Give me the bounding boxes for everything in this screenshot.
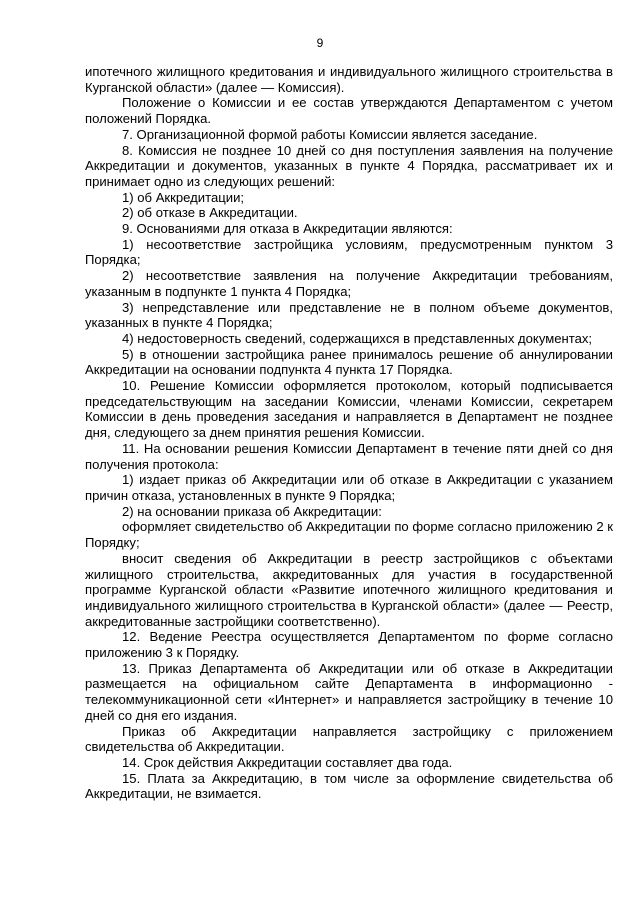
paragraph: Приказ об Аккредитации направляется застройщику с приложением свидетельства об Аккредитации.: [85, 723, 613, 755]
paragraph: Положение о Комиссии и ее состав утверждаются Департаментом с учетом положений Порядка.: [85, 95, 613, 127]
paragraph: 8. Комиссия не позднее 10 дней со дня поступления заявления на получение Аккредитации и документов, указанных в пункте 4 Порядка, рассматривает их и принимает одно из следующих решений:: [85, 142, 613, 189]
paragraph: 4) недостоверность сведений, содержащихся в представленных документах;: [122, 330, 593, 346]
paragraph: 1) несоответствие застройщика условиям, предусмотренным пунктом 3 Порядка;: [85, 236, 613, 268]
paragraph: 13. Приказ Департамента об Аккредитации или об отказе в Аккредитации размещается на официальном сайте Департамента в информационно - телекоммуникационной сети «Интернет» и направляется застройщику в течение 10 дней со дня его издания.: [85, 660, 613, 723]
paragraph: 3) непредставление или представление не в полном объеме документов, указанных в пункте 4 Порядка;: [85, 299, 613, 331]
paragraph: 2) несоответствие заявления на получение Аккредитации требованиям, указанным в подпункте 1 пункта 4 Порядка;: [85, 268, 613, 299]
paragraph: 12. Ведение Реестра осуществляется Департаментом по форме согласно приложению 3 к Порядку.: [85, 629, 613, 661]
paragraph: ипотечного жилищного кредитования и индивидуального жилищного строительства в Курганской области» (далее — Комиссия).: [85, 64, 613, 95]
paragraph: 1) об Аккредитации;: [122, 189, 245, 205]
paragraph: 2) об отказе в Аккредитации.: [122, 205, 298, 221]
paragraph: 15. Плата за Аккредитацию, в том числе за оформление свидетельства об Аккредитации, не взимается.: [85, 770, 613, 802]
paragraph: 11. На основании решения Комиссии Департамент в течение пяти дней со дня получения протокола:: [85, 440, 613, 472]
paragraph: 7. Организационной формой работы Комиссии является заседание.: [122, 126, 538, 142]
paragraph: 9. Основаниями для отказа в Аккредитации являются:: [122, 221, 453, 237]
paragraph: 2) на основании приказа об Аккредитации:: [122, 503, 382, 519]
paragraph: 10. Решение Комиссии оформляется протоколом, который подписывается председательствующим на заседании Комиссии, членами Комиссии, секретарем Комиссии в день проведения заседания и направляется в Департамент не позднее дня, следующего за днем принятия решения Комиссии.: [85, 378, 613, 441]
page-number: 9: [316, 36, 324, 50]
paragraph: 14. Срок действия Аккредитации составляет два года.: [122, 754, 453, 770]
paragraph: оформляет свидетельство об Аккредитации по форме согласно приложению 2 к Порядку;: [85, 519, 613, 551]
paragraph: вносит сведения об Аккредитации в реестр застройщиков с объектами жилищного строительства, аккредитованных для участия в государственной программе Курганской области «Развитие ипотечного жилищного кредитования и индивидуального жилищного строительства в Курганской области» (далее — Реестр, аккредитованные застройщики соответственно).: [85, 550, 613, 629]
document-body: [85, 64, 613, 802]
paragraph: 1) издает приказ об Аккредитации или об отказе в Аккредитации с указанием причин отказа, установленных в пункте 9 Порядка;: [85, 472, 613, 503]
paragraph: 5) в отношении застройщика ранее принималось решение об аннулировании Аккредитации на основании подпункта 4 пункта 17 Порядка.: [85, 346, 613, 378]
